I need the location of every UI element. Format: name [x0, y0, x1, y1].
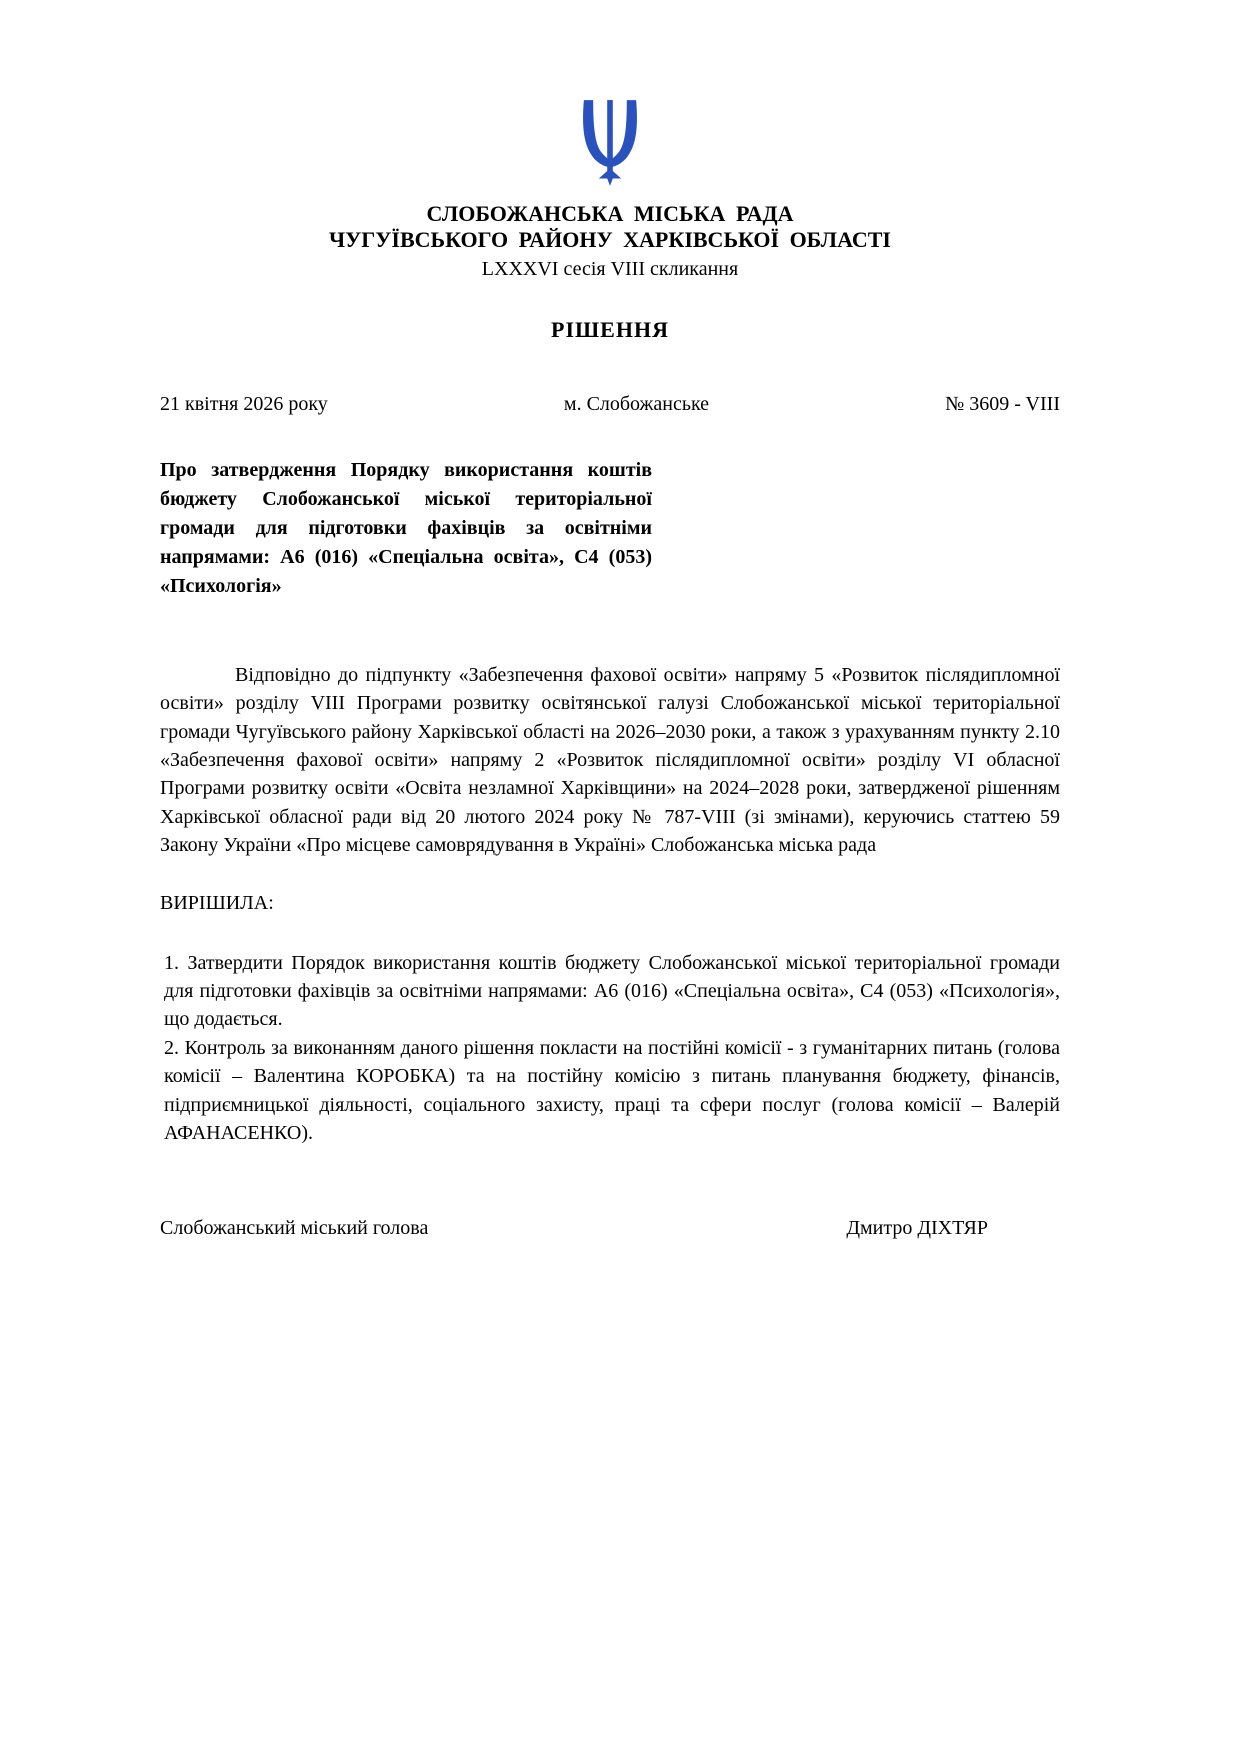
resolved-label: ВИРІШИЛА: [160, 891, 274, 914]
resolution-items [160, 949, 1060, 1148]
signatory-name: Дмитро ДІХТЯР [846, 1217, 988, 1240]
document-type-title: РІШЕННЯ [551, 316, 669, 342]
document-date: 21 квітня 2026 року [160, 392, 328, 415]
subject-paragraph: Про затвердження Порядку використання коштів бюджету Слобожанської міської територіальної громади для підготовки фахівців за освітніми напрямами: А6 (016) «Спеціальна освіта», С4 (053) «Психологія» [160, 458, 652, 597]
document-number: № 3609 - VIII [945, 392, 1060, 415]
meta-row [160, 393, 1060, 416]
council-name-line: СЛОБОЖАНСЬКА МІСЬКА РАДА [426, 201, 794, 226]
resolution-item-1: 1. Затвердити Порядок використання коштів бюджету Слобожанської міської територіальної громади для підготовки фахівців за освітніми напрямами: А6 (016) «Спеціальна освіта», С4 (053) «Психологія», що додається. [164, 951, 1060, 1031]
emblem-container [160, 100, 1060, 191]
signature-row [160, 1217, 1060, 1240]
ukraine-trident-icon [582, 100, 638, 186]
session-line: LXXXVI сесія VIII скликання [481, 257, 739, 280]
document-place: м. Слобожанське [563, 392, 710, 415]
preamble-paragraph: Відповідно до підпункту «Забезпечення фахової освіти» напряму 5 «Розвиток післядипломної освіти» розділу VIII Програми розвитку освітянської галузі Слобожанської міської територіальної громади Чугуївського району Харківської області на 2026–2030 роки, а також з урахуванням пункту 2.10 «Забезпечення фахової освіти» напряму 2 «Розвиток післядипломної освіти» розділу VI обласної Програми розвитку освіти «Освіта незламної Харківщини» на 2024–2028 роки, затвердженої рішенням Харківської обласної ради від 20 лютого 2024 року № 787-VIII (зі змінами), керуючись статтею 59 Закону України «Про місцеве самоврядування в Україні» Слобожанська міська рада [160, 663, 1060, 857]
district-region-line: ЧУГУЇВСЬКОГО РАЙОНУ ХАРКІВСЬКОЇ ОБЛАСТІ [328, 226, 891, 252]
resolution-item-2: 2. Контроль за виконанням даного рішення покласти на постійні комісії - з гуманітарних питань (голова комісії – Валентина КОРОБКА) та на постійну комісію з питань планування бюджету, фінансів, підприємницької діяльності, соціального захисту, праці та сфери послуг (голова комісії – Валерій АФАНАСЕНКО). [164, 1036, 1060, 1144]
signatory-title: Слобожанський міський голова [160, 1217, 429, 1240]
